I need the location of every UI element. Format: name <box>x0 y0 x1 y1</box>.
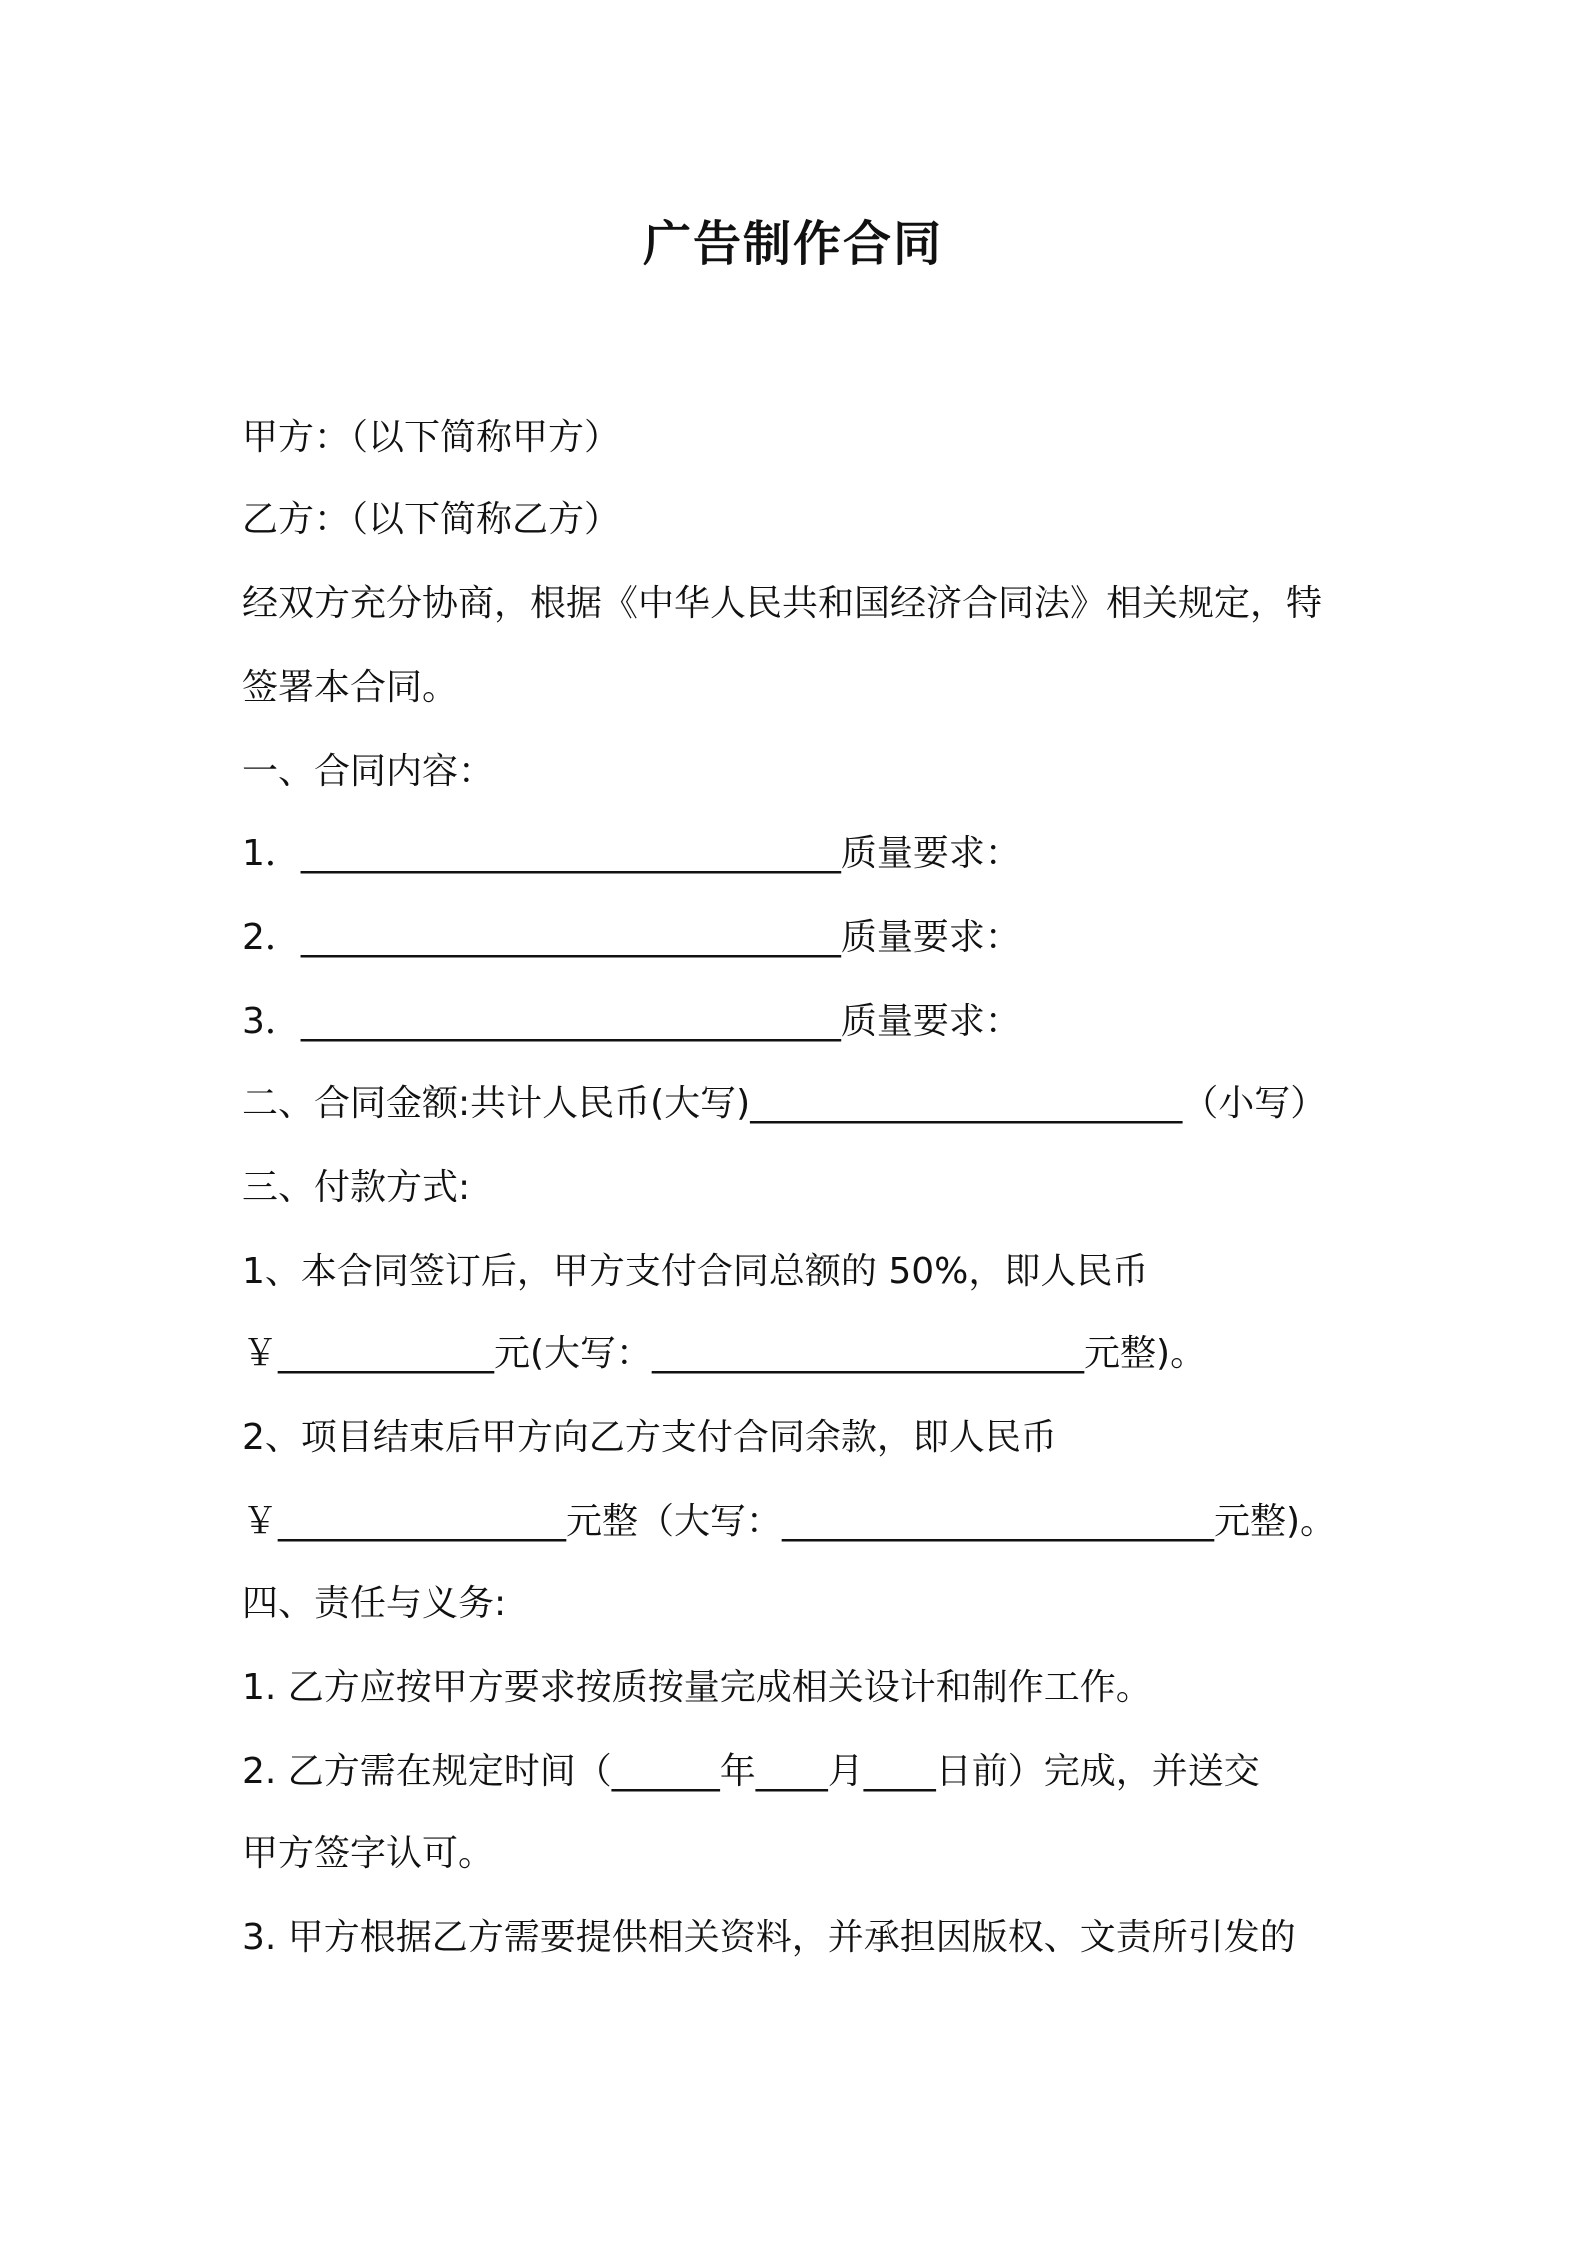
content-item-3: 3．______________________________质量要求： <box>242 1001 1021 1042</box>
duty-2-line-2: 甲方签字认可。 <box>242 1833 495 1874</box>
payment-2-line-1: 2、项目结束后甲方向乙方支付合同余款，即人民币 <box>242 1417 1057 1458</box>
party-b-line: 乙方：（以下简称乙方） <box>242 499 621 540</box>
section-4-heading: 四、责任与义务: <box>242 1583 507 1624</box>
section-1-heading: 一、合同内容： <box>242 751 495 792</box>
payment-2-line-2: ￥________________元整（大写：________________________元整)。 <box>242 1501 1337 1542</box>
duty-1: 1. 乙方应按甲方要求按质按量完成相关设计和制作工作。 <box>242 1667 1152 1708</box>
duty-2-line-1: 2. 乙方需在规定时间（______年____月____日前）完成，并送交 <box>242 1751 1260 1792</box>
preamble-line-2: 签署本合同。 <box>242 667 459 708</box>
document-title: 广告制作合同 <box>642 216 943 272</box>
duty-3-line-1: 3. 甲方根据乙方需要提供相关资料，并承担因版权、文责所引发的 <box>242 1917 1296 1958</box>
section-3-heading: 三、付款方式: <box>242 1167 471 1208</box>
content-item-1: 1．______________________________质量要求： <box>242 833 1021 874</box>
content-item-2: 2．______________________________质量要求： <box>242 917 1021 958</box>
preamble-line-1: 经双方充分协商，根据《中华人民共和国经济合同法》相关规定，特 <box>242 583 1323 624</box>
party-a-line: 甲方：（以下简称甲方） <box>242 417 621 458</box>
payment-1-line-2: ￥____________元(大写：________________________元整)。 <box>242 1333 1207 1374</box>
payment-1-line-1: 1、本合同签订后，甲方支付合同总额的 50%，即人民币 <box>242 1251 1149 1292</box>
section-2-amount: 二、合同金额:共计人民币(大写)________________________（小写） <box>242 1083 1327 1124</box>
